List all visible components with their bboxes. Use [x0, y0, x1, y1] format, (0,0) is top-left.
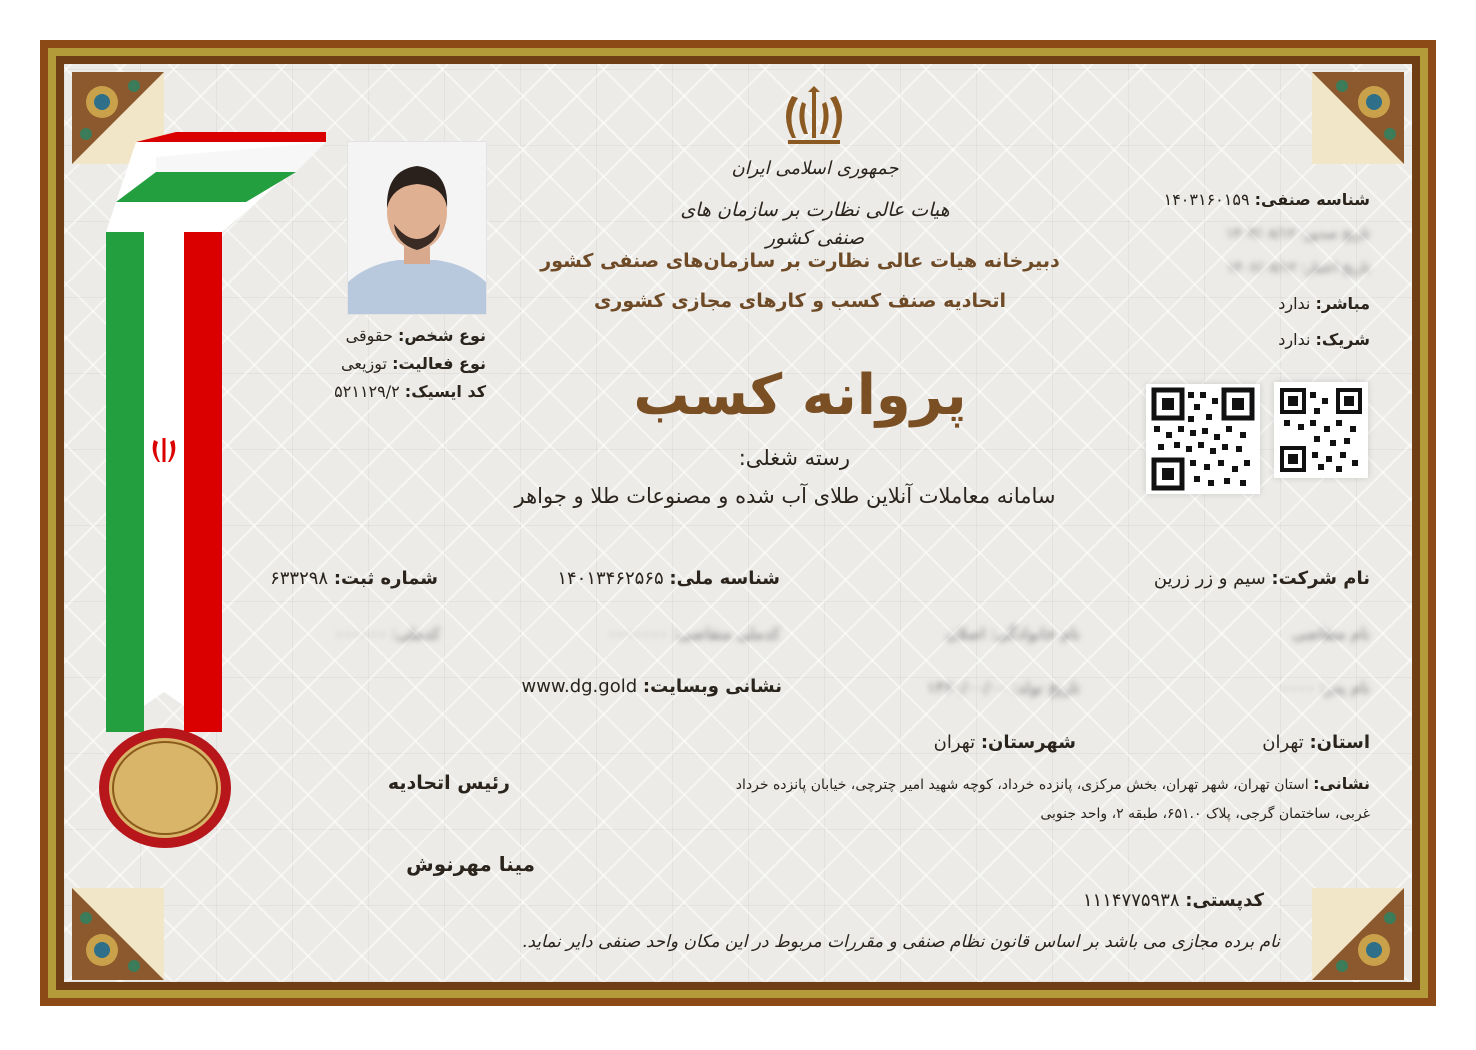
national-id: [530, 568, 780, 589]
county-value: تهران: [933, 732, 976, 753]
address-line2: غربی، ساختمان گرجی، پلاک ۶۵۱.۰، طبقه ۲، واحد جنوبی: [1040, 806, 1370, 822]
province-value: تهران: [1262, 732, 1304, 753]
qr-code-small[interactable]: [1274, 382, 1368, 478]
isic-value: ۵۲۱۱۲۹/۲: [334, 382, 400, 401]
manager-label: مباشر:: [1315, 294, 1370, 313]
signature-name: مینا مهرنوش: [406, 852, 535, 876]
corner-ornament-icon: [1312, 888, 1404, 980]
activity-type-value: توزیعی: [341, 354, 387, 373]
qr-code-icon: [1146, 384, 1260, 494]
corner-ornament-icon: [1312, 72, 1404, 164]
reg-no-value: ۶۳۳۲۹۸: [270, 568, 329, 589]
manager: [1230, 294, 1370, 313]
person-type: [300, 326, 486, 345]
applicant-photo: [347, 141, 487, 315]
province: [1220, 732, 1370, 753]
person-photo-icon: [348, 142, 486, 314]
category-value: سامانه معاملات آنلاین طلای آب شده و مصنوعات طلا و جواهر: [514, 484, 1056, 508]
county-label: شهرستان:: [980, 732, 1076, 753]
postal-value: ۱۱۱۴۷۷۵۹۳۸: [1082, 890, 1180, 911]
person-type-label: نوع شخص:: [397, 326, 486, 345]
reg-no-label: شماره ثبت:: [333, 568, 438, 589]
blurred-field: نام پدر: ۰۰۰۰: [1280, 678, 1370, 697]
secretariat-heading: دبیرخانه هیات عالی نظارت بر سازمان‌های صنفی کشور: [540, 250, 1060, 272]
guild-id-value: ۱۴۰۳۱۶۰۱۵۹: [1163, 190, 1250, 209]
partner-label: شریک:: [1315, 330, 1370, 349]
postal-code: [1040, 890, 1264, 911]
blurred-field: کدملی متقاضی: ۰۰۰۰۰۰۰: [607, 624, 780, 643]
blurred-field: کدملی: ۰۰۰۰۰۰: [334, 624, 440, 643]
emblem-line1: جمهوری اسلامی ایران: [731, 158, 899, 179]
iran-emblem-icon: [778, 86, 850, 146]
union-heading: اتحادیه صنف کسب و کارهای مجازی کشوری: [593, 290, 1007, 312]
blurred-field: تاریخ تولد: ۱۳۶۰/۰۰/۰۰: [927, 678, 1080, 697]
county: [900, 732, 1076, 753]
page-title: پروانه کسب: [633, 363, 967, 428]
emblem-line2: هیات عالی نظارت بر سازمان های صنفی کشور: [680, 199, 950, 249]
expiry-date-blurred: تاریخ اعتبار: ۱۴۰۶/۰۸/۱۲: [1227, 260, 1370, 276]
signature-title: رئیس اتحادیه: [387, 772, 510, 794]
website-value[interactable]: www.dg.gold: [521, 676, 638, 697]
postal-label: کدپستی:: [1185, 890, 1264, 911]
ministry-seal-icon: [96, 726, 234, 850]
isic-code: [300, 382, 486, 401]
province-label: استان:: [1309, 732, 1370, 753]
guild-id: [1160, 190, 1370, 209]
registration-number: [230, 568, 438, 589]
isic-label: کد ایسیک:: [404, 382, 486, 401]
website: [500, 676, 782, 697]
partner-value: ندارد: [1278, 330, 1311, 349]
company-name-value: سیم و زر زرین: [1153, 568, 1266, 589]
person-type-value: حقوقی: [345, 326, 393, 345]
activity-type-label: نوع فعالیت:: [392, 354, 486, 373]
issue-date-blurred: تاریخ صدور: ۱۴۰۳/۰۸/۱۲: [1226, 226, 1370, 242]
qr-code-icon: [1274, 382, 1368, 478]
company-name: [1100, 568, 1370, 589]
blurred-field: نام متقاضی: [1292, 624, 1370, 643]
blurred-field: نام خانوادگی: اصلان: [945, 624, 1080, 643]
national-id-label: شناسه ملی:: [669, 568, 780, 589]
address-line1: استان تهران، شهر تهران، بخش مرکزی، پانزده خرداد، کوچه شهید امیر چترچی، خیابان پانزده خرداد: [735, 777, 1309, 793]
website-label: نشانی وبسایت:: [642, 676, 782, 697]
address: [600, 774, 1370, 793]
manager-value: ندارد: [1278, 294, 1311, 313]
guild-id-label: شناسه صنفی:: [1254, 190, 1370, 209]
flag-ribbon-icon: [96, 132, 336, 752]
company-name-label: نام شرکت:: [1271, 568, 1370, 589]
address-label: نشانی:: [1313, 774, 1370, 793]
category-label: رسته شغلی:: [738, 446, 850, 470]
qr-code-large[interactable]: [1146, 384, 1260, 494]
partner: [1230, 330, 1370, 349]
activity-type: [300, 354, 486, 373]
corner-ornament-icon: [72, 888, 164, 980]
national-id-value: ۱۴۰۱۳۴۶۲۵۶۵: [557, 568, 664, 589]
footer-note: نام برده مجازی می باشد بر اساس قانون نظام صنفی و مقررات مربوط در این مکان واحد صنفی دایر نماید.: [521, 932, 1280, 952]
